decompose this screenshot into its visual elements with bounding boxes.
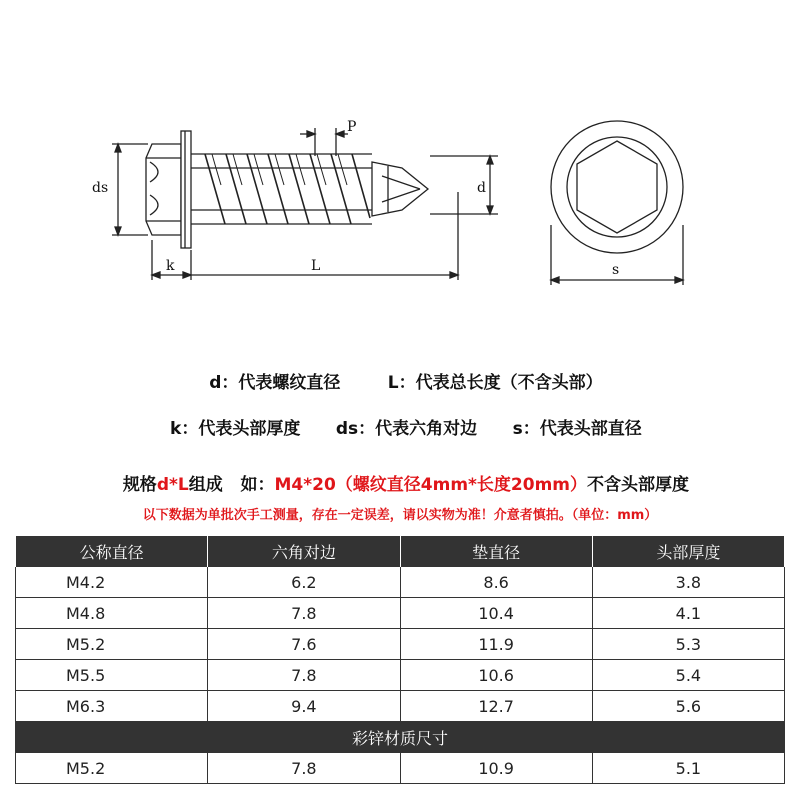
cell-head: 5.4 (592, 660, 784, 691)
table-row (16, 660, 785, 691)
table-row (16, 567, 785, 598)
cell-nominal: M4.2 (16, 567, 208, 598)
screw-head-top-view (551, 121, 683, 285)
cell-washer: 8.6 (400, 567, 592, 598)
header-hex-across-flats: 六角对边 (208, 536, 400, 567)
header-nominal-diameter: 公称直径 (16, 536, 208, 567)
P-dimension (300, 128, 348, 156)
cell-hex: 9.4 (208, 691, 400, 722)
cell-washer: 11.9 (400, 629, 592, 660)
cell-washer: 10.4 (400, 598, 592, 629)
cell-hex: 6.2 (208, 567, 400, 598)
cell-hex: 7.6 (208, 629, 400, 660)
cell-head: 5.1 (592, 753, 784, 784)
cell-hex: 7.8 (208, 598, 400, 629)
d-dimension (430, 156, 498, 214)
legend-line-2 (0, 394, 800, 439)
table-row (16, 629, 785, 660)
cell-nominal: M4.8 (16, 598, 208, 629)
cell-hex: 7.8 (208, 660, 400, 691)
legend-s: s：代表头部直径 (512, 419, 642, 439)
legend-d: d：代表螺纹直径 (209, 373, 341, 393)
table-row (16, 691, 785, 722)
legend-L: L：代表总长度（不含头部） (387, 373, 603, 393)
cell-head: 5.3 (592, 629, 784, 660)
cell-washer: 10.9 (400, 753, 592, 784)
cell-head: 3.8 (592, 567, 784, 598)
screw-technical-drawing (0, 0, 800, 300)
ds-label: ds (92, 180, 109, 196)
table-row (16, 753, 785, 784)
cell-washer: 10.6 (400, 660, 592, 691)
legend-ds: ds：代表六角对边 (335, 419, 478, 439)
s-label: s (612, 262, 620, 278)
cell-nominal: M5.2 (16, 753, 208, 784)
spec-example: M4*20（螺纹直径4mm*长度20mm） (274, 475, 588, 495)
header-head-thickness: 头部厚度 (592, 536, 784, 567)
ds-dimension (112, 144, 148, 235)
spec-suffix: 不含头部厚度 (587, 475, 690, 495)
size-spec-table (15, 536, 785, 784)
k-label: k (166, 258, 175, 274)
legend-line-1 (0, 348, 800, 393)
cell-washer: 12.7 (400, 691, 592, 722)
cell-hex: 7.8 (208, 753, 400, 784)
cell-nominal: M6.3 (16, 691, 208, 722)
screw-drill-point (372, 162, 428, 216)
header-washer-diameter: 垫直径 (400, 536, 592, 567)
P-label: P (347, 119, 357, 135)
cell-nominal: M5.5 (16, 660, 208, 691)
screw-thread-shank (191, 154, 372, 224)
screw-head-side-view (146, 131, 191, 248)
table-row (16, 598, 785, 629)
spec-mid: 组成 如： (188, 475, 275, 495)
table-header-row (16, 536, 785, 567)
legend-k: k：代表头部厚度 (170, 419, 301, 439)
measurement-disclaimer: 以下数据为单批次手工测量，存在一定误差，请以实物为准！介意者慎拍。（单位：mm） (142, 508, 658, 523)
table-section-row (16, 722, 785, 753)
cell-head: 4.1 (592, 598, 784, 629)
spec-dl: d*L (156, 475, 189, 495)
cell-head: 5.6 (592, 691, 784, 722)
spec-example-line (0, 450, 800, 495)
cell-nominal: M5.2 (16, 629, 208, 660)
spec-prefix: 规格 (122, 475, 157, 495)
section-title-color-zinc: 彩锌材质尺寸 (16, 722, 785, 753)
d-label: d (477, 180, 486, 196)
L-label: L (311, 258, 321, 274)
